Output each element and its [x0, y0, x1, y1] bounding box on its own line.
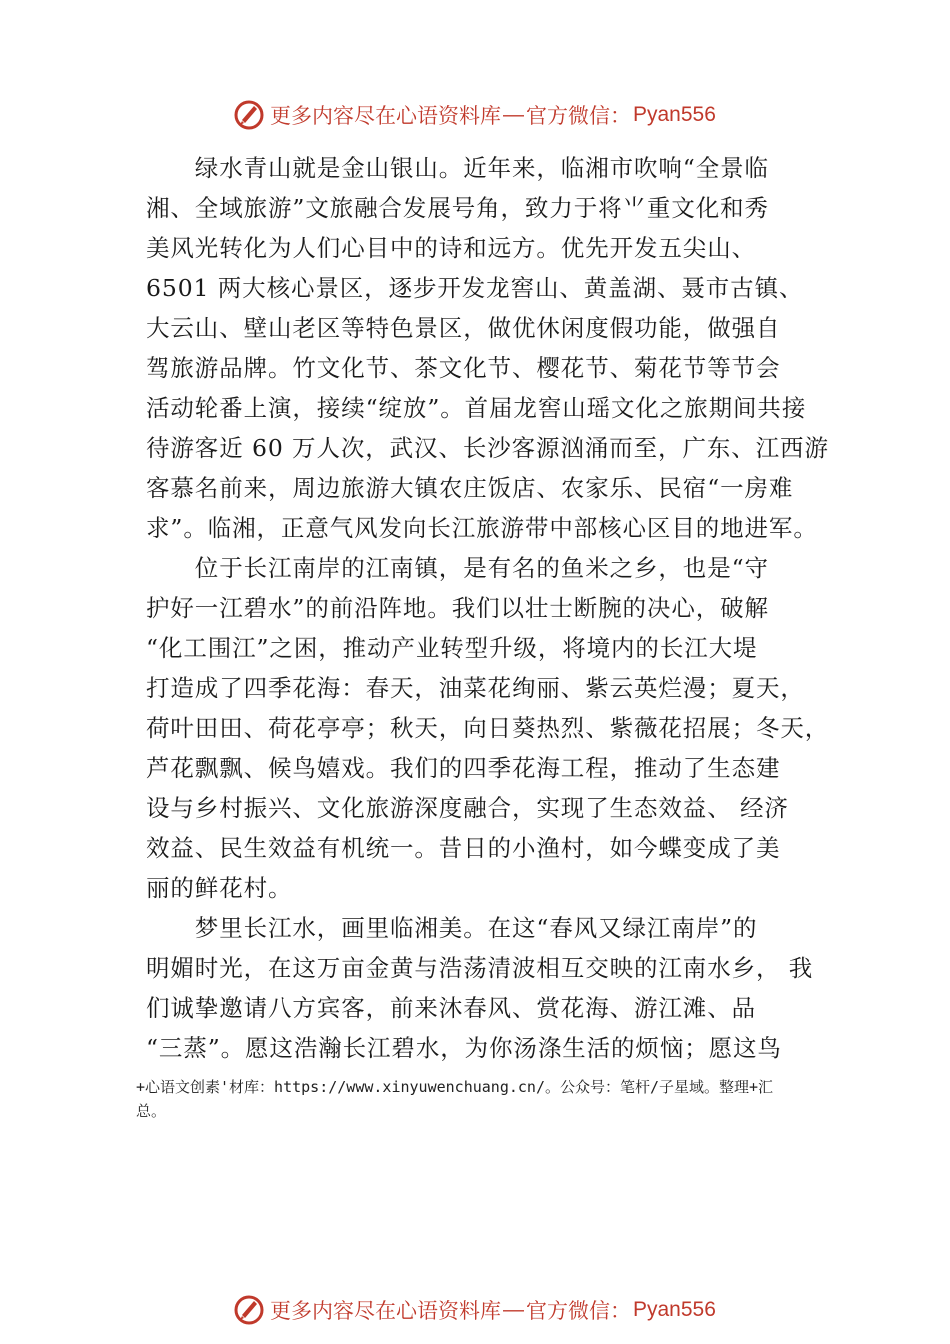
text-line: 驾旅游品牌。竹文化节、茶文化节、樱花节、菊花节等节会 — [146, 354, 781, 382]
footer-banner — [232, 1290, 716, 1330]
text-line: 美风光转化为人们心目中的诗和远方。优先开发五尖山、 — [146, 234, 756, 262]
text-line: 效益、民生效益有机统一。昔日的小渔村，如今蝶变成了美 — [146, 834, 781, 862]
banner-dash: — — [503, 103, 524, 126]
text-line: 明媚时光，在这万亩金黄与浩荡清波相互交映的江南水乡， 我 — [146, 954, 814, 982]
text-line: 绿水青山就是金山银山。近年来，临湘市吹响“全景临 — [146, 154, 769, 182]
text-line: 位于长江南岸的江南镇，是有名的鱼米之乡，也是“守 — [146, 554, 769, 582]
text-line: “化工围江”之困，推动产业转型升级，将境内的长江大堤 — [146, 634, 758, 662]
banner-wechat-handle: Pyan556 — [633, 103, 716, 126]
text-line: 梦里长江水，画里临湘美。在这“春风又绿江南岸”的 — [146, 914, 758, 942]
brand-logo-icon — [232, 98, 266, 132]
text-line: “三蒸”。愿这浩瀚长江碧水，为你汤涤生活的烦恼；愿这鸟 — [146, 1034, 782, 1062]
banner-main-text: 更多内容尽在心语资料库 — [270, 1299, 501, 1323]
banner-wechat-label: 官方微信： — [526, 1299, 631, 1323]
source-note-line-2: 总。 — [136, 1102, 167, 1120]
text-line: 客慕名前来，周边旅游大镇农庄饭店、农家乐、民宿“一房难 — [146, 474, 794, 502]
text-line: 荷叶田田、荷花亭亭；秋天，向日葵热烈、紫薇花招展；冬天， — [146, 714, 830, 742]
text-line: 芦花飘飘、候鸟嬉戏。我们的四季花海工程，推动了生态建 — [146, 754, 781, 782]
text-line: 大云山、壁山老区等特色景区，做优休闲度假功能，做强自 — [146, 314, 781, 342]
banner-wechat-label: 官方微信： — [526, 104, 631, 128]
article-body — [146, 148, 836, 1068]
source-note — [136, 1075, 826, 1123]
text-line: 湘、全域旅游”文旅融合发展号角，致力于将⺌重文化和秀 — [146, 194, 769, 222]
text-line: 6501 两大核心景区，逐步开发龙窖山、黄盖湖、聂市古镇、 — [146, 274, 804, 302]
text-line: 设与乡村振兴、文化旅游深度融合，实现了生态效益、 经济 — [146, 794, 789, 822]
header-banner — [232, 95, 716, 135]
banner-wechat-handle: Pyan556 — [633, 1298, 716, 1321]
brand-logo-icon — [232, 1293, 266, 1327]
text-line: 待游客近 60 万人次，武汉、长沙客源汹涌而至，广东、江西游 — [146, 434, 829, 462]
text-line: 打造成了四季花海：春天，油菜花绚丽、紫云英烂漫；夏天， — [146, 674, 805, 702]
text-line: 丽的鲜花村。 — [146, 874, 293, 902]
banner-main-text: 更多内容尽在心语资料库 — [270, 104, 501, 128]
text-line: 护好一江碧水”的前沿阵地。我们以壮士断腕的决心，破解 — [146, 594, 769, 622]
source-note-line-1: +心语文创素'材库：https://www.xinyuwenchuang.cn/。公众号：笔杆/子星域。整理+汇 — [136, 1078, 774, 1096]
text-line: 们诚挚邀请八方宾客，前来沐春风、赏花海、游江滩、品 — [146, 994, 756, 1022]
text-line: 求”。临湘，正意气风发向长江旅游带中部核心区目的地进军。 — [146, 514, 818, 542]
text-line: 活动轮番上演，接续“绽放”。首届龙窖山瑶文化之旅期间共接 — [146, 394, 807, 422]
banner-dash: — — [503, 1298, 524, 1321]
